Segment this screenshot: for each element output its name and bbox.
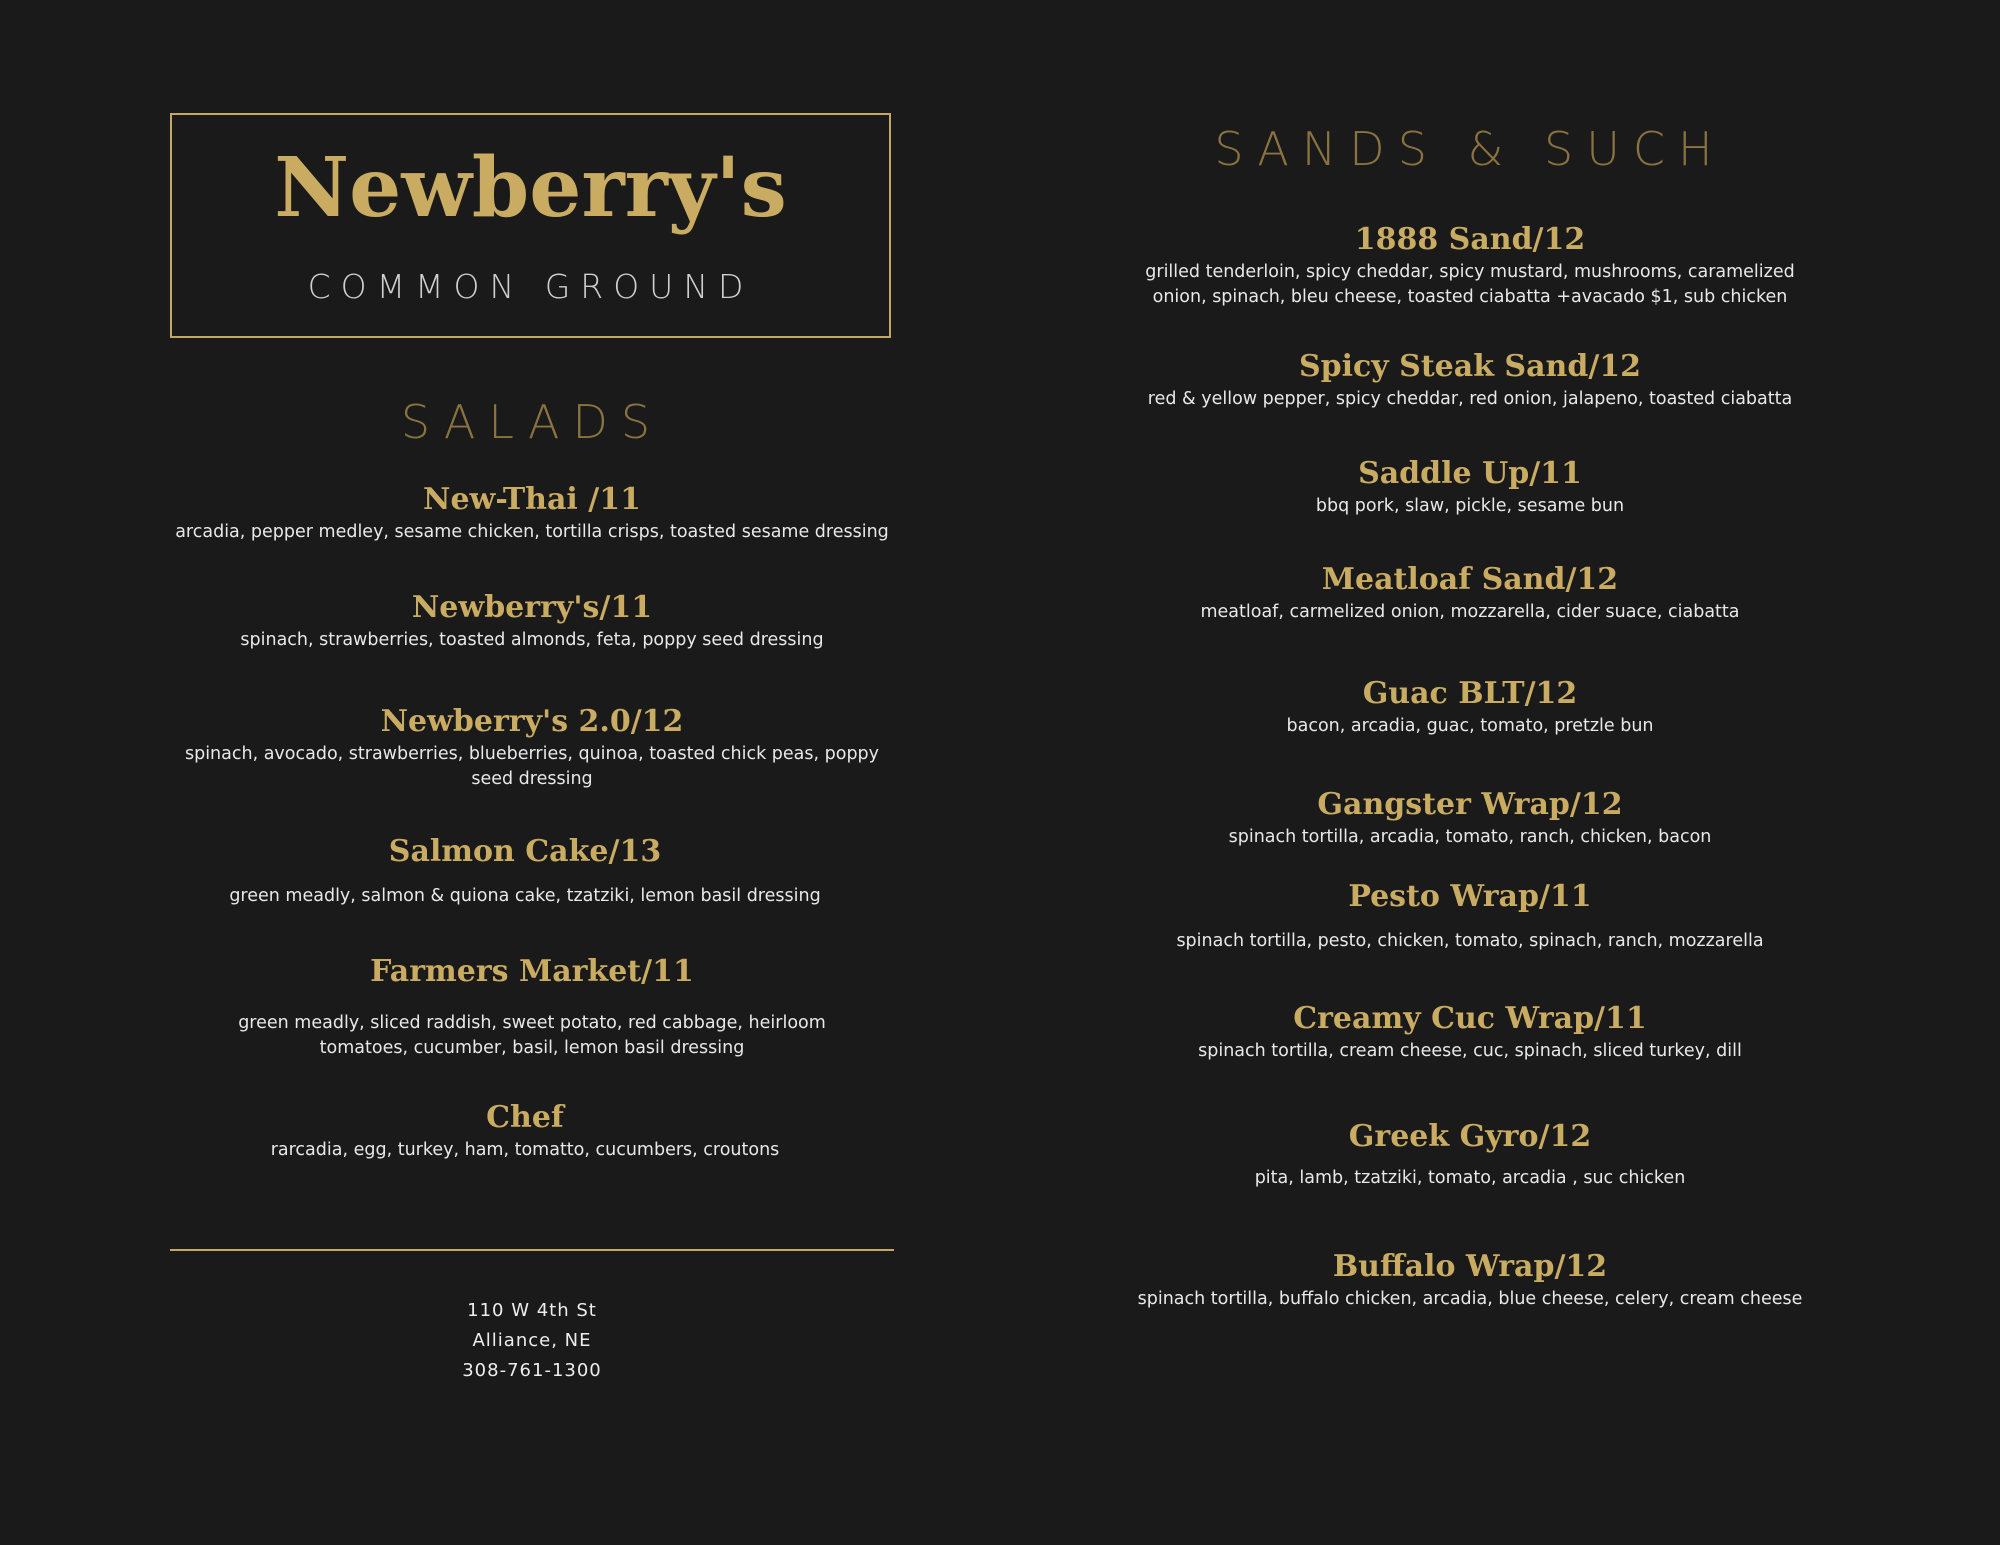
menu-item-salad — [200, 952, 864, 1061]
menu-item-salad — [170, 1098, 880, 1163]
item-description: spinach tortilla, buffalo chicken, arcadia, blue cheese, celery, cream cheese — [1137, 1289, 1803, 1309]
item-name: Spicy Steak Sand/12 — [1298, 349, 1642, 384]
item-description: arcadia, pepper medley, sesame chicken, tortilla crisps, toasted sesame dressing — [175, 522, 889, 542]
item-description: spinach tortilla, pesto, chicken, tomato, spinach, ranch, mozzarella — [1176, 931, 1764, 951]
item-description: spinach, strawberries, toasted almonds, feta, poppy seed dressing — [240, 630, 824, 650]
item-name: Creamy Cuc Wrap/11 — [1293, 1001, 1647, 1036]
item-name: Gangster Wrap/12 — [1317, 787, 1623, 822]
phone-number: 308-761-1300 — [462, 1360, 602, 1381]
menu-item-sandwich — [1110, 877, 1830, 954]
menu-item-salad — [170, 832, 880, 909]
restaurant-name: Newberry's — [274, 140, 787, 236]
item-name: Newberry's 2.0/12 — [380, 704, 684, 739]
item-name: Newberry's/11 — [411, 590, 653, 625]
item-description: spinach tortilla, arcadia, tomato, ranch, chicken, bacon — [1228, 827, 1712, 847]
salads-section-title: SALADS — [400, 395, 664, 449]
item-description: rarcadia, egg, turkey, ham, tomatto, cucumbers, croutons — [270, 1140, 780, 1160]
item-description: green meadly, salmon & quiona cake, tzatziki, lemon basil dressing — [229, 886, 821, 906]
brand-box — [170, 113, 891, 338]
menu-item-salad — [180, 702, 884, 792]
menu-item-sandwich — [1110, 999, 1830, 1064]
menu-item-sandwich — [1120, 1247, 1820, 1312]
item-name: Saddle Up/11 — [1358, 456, 1582, 491]
item-description: bbq pork, slaw, pickle, sesame bun — [1315, 496, 1625, 516]
item-name: Chef — [486, 1100, 564, 1135]
item-description: bacon, arcadia, guac, tomato, pretzle bun — [1286, 716, 1654, 736]
address-street: 110 W 4th St — [467, 1300, 597, 1321]
item-name: Farmers Market/11 — [370, 954, 694, 989]
menu-item-sandwich — [1120, 220, 1820, 310]
address-city: Alliance, NE — [472, 1330, 592, 1351]
section-divider — [170, 1249, 894, 1251]
item-name: Buffalo Wrap/12 — [1332, 1249, 1608, 1284]
item-description: grilled tenderloin, spicy cheddar, spicy mustard, mushrooms, caramelized onion, spinach, bleu cheese, toasted ciabatta +avacado $1, sub chicken — [1145, 262, 1795, 307]
item-description: pita, lamb, tzatziki, tomato, arcadia , suc chicken — [1254, 1168, 1686, 1188]
item-name: Salmon Cake/13 — [388, 834, 662, 869]
item-description: spinach tortilla, cream cheese, cuc, spinach, sliced turkey, dill — [1198, 1041, 1742, 1061]
item-description: spinach, avocado, strawberries, blueberries, quinoa, toasted chick peas, poppy seed dressing — [184, 744, 880, 789]
item-name: Guac BLT/12 — [1362, 676, 1578, 711]
menu-item-salad — [170, 588, 894, 653]
item-name: Greek Gyro/12 — [1348, 1119, 1592, 1154]
menu-item-salad — [170, 480, 894, 545]
item-description: green meadly, sliced raddish, sweet potato, red cabbage, heirloom tomatoes, cucumber, basil, lemon basil dressing — [238, 1013, 826, 1058]
sands-section-title: SANDS & SUCH — [1214, 122, 1726, 176]
item-description: meatloaf, carmelized onion, mozzarella, cider suace, ciabatta — [1200, 602, 1740, 622]
menu-item-sandwich — [1110, 674, 1830, 739]
menu-item-sandwich — [1110, 1117, 1830, 1191]
item-name: Pesto Wrap/11 — [1348, 879, 1592, 914]
item-name: New-Thai /11 — [423, 482, 641, 517]
restaurant-tagline: COMMON GROUND — [307, 267, 754, 306]
menu-item-sandwich — [1110, 454, 1830, 519]
menu-item-sandwich — [1110, 347, 1830, 412]
item-name: 1888 Sand/12 — [1354, 222, 1586, 257]
item-name: Meatloaf Sand/12 — [1321, 562, 1619, 597]
item-description: red & yellow pepper, spicy cheddar, red onion, jalapeno, toasted ciabatta — [1147, 389, 1793, 409]
menu-item-sandwich — [1110, 785, 1830, 850]
menu-item-sandwich — [1110, 560, 1830, 625]
